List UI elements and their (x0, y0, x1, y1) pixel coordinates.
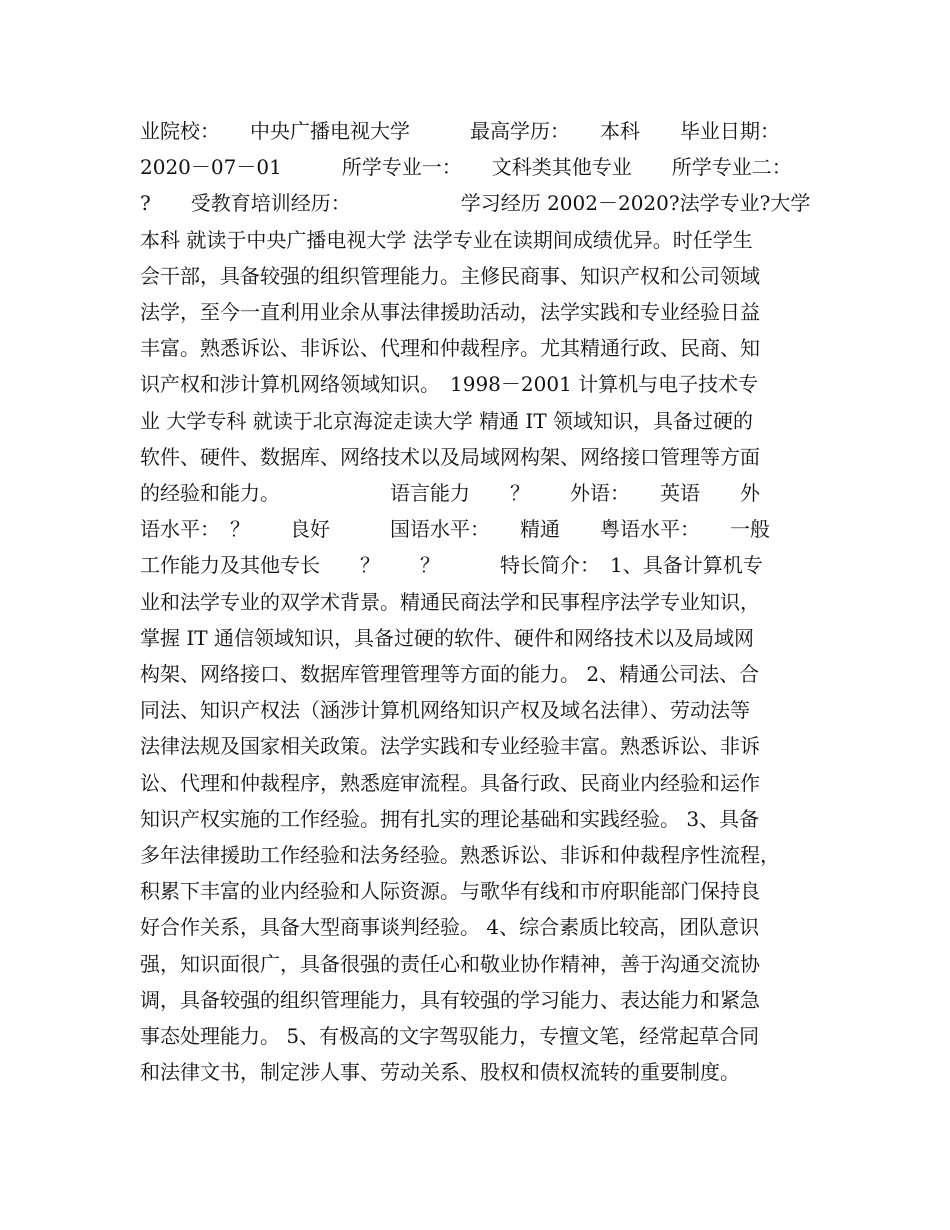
document-body-text: 业院校： 中央广播电视大学 最高学历： 本科 毕业日期： 2020－07－01 所学专业一： 文科类其他专业 所学专业二： ? 受教育培训经历： 学习经历 2002－2020?法学专业?大学 本科 就读于中央广播电视大学 法学专业在读期间成绩优异。时任学生 会干部，具备较强的组织管理能力。主修民商事、知识产权和公司领域 法学，至今一直利用业余从事法律援助活动，法学实践和专业经验日益 丰富。熟悉诉讼、非诉讼、代理和仲裁程序。尤其精通行政、民商、知 识产权和涉计算机网络领域知识。 1998－2001 计算机与电子技术专 业 大学专科 就读于北京海淀走读大学 精通 IT 领域知识，具备过硬的 软件、硬件、数据库、网络技术以及局域网构架、网络接口管理等方面 的经验和能力。 语言能力 ？ 外语： 英语 外 语水平： ？ 良好 国语水平： 精通 粤语水平： 一般 工作能力及其他专长 ？ ？ 特长简介： 1、具备计算机专 业和法学专业的双学术背景。精通民商法学和民事程序法学专业知识， 掌握 IT 通信领域知识，具备过硬的软件、硬件和网络技术以及局域网 构架、网络接口、数据库管理管理等方面的能力。 2、精通公司法、合 同法、知识产权法（涵涉计算机网络知识产权及域名法律）、劳动法等 法律法规及国家相关政策。法学实践和专业经验丰富。熟悉诉讼、非诉 讼、代理和仲裁程序，熟悉庭审流程。具备行政、民商业内经验和运作 知识产权实施的工作经验。拥有扎实的理论基础和实践经验。 3、具备 多年法律援助工作经验和法务经验。熟悉诉讼、非诉和仲裁程序性流程， 积累下丰富的业内经验和人际资源。与歌华有线和市府职能部门保持良 好合作关系，具备大型商事谈判经验。 4、综合素质比较高，团队意识 强，知识面很广，具备很强的责任心和敬业协作精神，善于沟通交流协 调，具备较强的组织管理能力，具有较强的学习能力、表达能力和紧急 事态处理能力。 5、有极高的文字驾驭能力，专擅文笔，经常起草合同 和法律文书，制定涉人事、劳动关系、股权和债权流转的重要制度。 (140, 119, 811, 1085)
